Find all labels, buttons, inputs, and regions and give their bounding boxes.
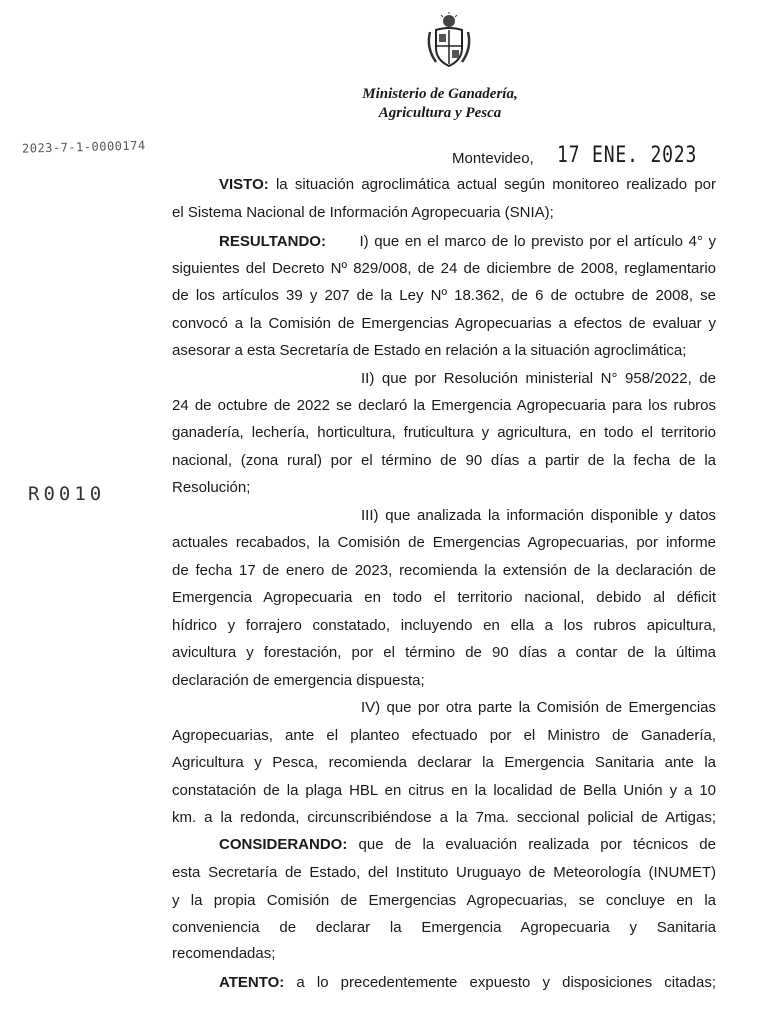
body-text: nacional, (zona rural) por el término de 90 días a partir de la fecha de la [172, 452, 716, 469]
body-text: actuales recabados, la Comisión de Emergencias Agropecuarias, por informe [172, 534, 716, 551]
body-text: III) que analizada la información disponible y datos [361, 507, 716, 524]
body-text: I) que en el marco de lo previsto por el artículo 4° y [359, 233, 716, 250]
body-line [172, 204, 716, 222]
body-line [172, 782, 716, 800]
body-line [172, 479, 716, 497]
body-text: II) que por Resolución ministerial N° 958/2022, de [361, 370, 716, 387]
body-text: Resolución; [172, 479, 251, 496]
date-stamp: 17 ENE. 2023 [557, 143, 698, 168]
body-line [172, 342, 716, 360]
body-line [172, 315, 716, 333]
body-line [172, 260, 716, 278]
body-text: el Sistema Nacional de Información Agropecuaria (SNIA); [172, 204, 554, 221]
body-text: la situación agroclimática actual según monitoreo realizado por [268, 176, 716, 193]
body-line [172, 919, 716, 937]
body-text: Agricultura y Pesca, recomienda declarar la Emergencia Sanitaria ante la [172, 754, 716, 771]
section-heading: ATENTO: [219, 974, 285, 991]
body-line [361, 699, 716, 717]
body-text: esta Secretaría de Estado, del Instituto Uruguayo de Meteorología (INUMET) [172, 864, 716, 881]
body-text: km. a la redonda, circunscribiéndose a la 7ma. seccional policial de Artigas; [172, 809, 716, 826]
body-line [172, 562, 716, 580]
body-line [361, 507, 716, 525]
ministry-name-line2: Agricultura y Pesca [378, 105, 502, 121]
body-text: avicultura y forestación, por el término de 90 días a contar de la última [172, 644, 716, 661]
body-text: hídrico y forrajero constatado, incluyendo en ella a los rubros apicultura, [172, 617, 716, 634]
body-line [172, 452, 716, 470]
body-text: ganadería, lechería, horticultura, fruticultura y agricultura, en todo el territorio [172, 424, 716, 441]
coat-of-arms-seal [424, 12, 474, 70]
body-text: recomendadas; [172, 945, 276, 962]
body-text: constatación de la plaga HBL en citrus en la localidad de Bella Unión y a 10 [172, 782, 716, 799]
body-line [172, 754, 716, 772]
body-line [172, 945, 716, 963]
section-heading: CONSIDERANDO: [219, 836, 348, 853]
body-line [172, 287, 716, 305]
body-text: declaración de emergencia dispuesta; [172, 672, 425, 689]
body-line [172, 864, 716, 882]
body-line [172, 672, 716, 690]
margin-resolution-code: R0010 [28, 483, 106, 505]
body-line [172, 424, 716, 442]
body-text: Agropecuarias, ante el planteo efectuado por el Ministro de Ganadería, [172, 727, 716, 744]
ministry-name-line1: Ministerio de Ganadería, [362, 86, 518, 102]
body-text: siguientes del Decreto Nº 829/008, de 24 de diciembre de 2008, reglamentario [172, 260, 716, 277]
body-line [172, 534, 716, 552]
body-text: de fecha 17 de enero de 2023, recomienda la extensión de la declaración de [172, 562, 716, 579]
body-text: a lo precedentemente expuesto y disposiciones citadas; [284, 974, 716, 991]
body-line [172, 617, 716, 635]
handwritten-file-number: 2023-7-1-0000174 [21, 138, 146, 156]
body-text: asesorar a esta Secretaría de Estado en relación a la situación agroclimática; [172, 342, 687, 359]
body-line [172, 727, 716, 745]
body-line [361, 370, 716, 388]
body-text: que de la evaluación realizada por técnicos de [347, 836, 716, 853]
body-text: Emergencia Agropecuaria en todo el territorio nacional, debido al déficit [172, 589, 716, 606]
body-line [219, 974, 716, 992]
body-line [219, 836, 716, 854]
body-text: 24 de octubre de 2022 se declaró la Emergencia Agropecuaria para los rubros [172, 397, 716, 414]
body-line [172, 397, 716, 415]
body-line [219, 176, 716, 194]
body-text: convocó a la Comisión de Emergencias Agropecuarias a efectos de evaluar y [172, 315, 716, 332]
body-line [219, 233, 716, 251]
section-heading: RESULTANDO: [219, 233, 326, 250]
body-line [172, 644, 716, 662]
body-line [172, 892, 716, 910]
place-label: Montevideo, [452, 150, 534, 167]
body-line [172, 809, 716, 827]
body-line [172, 589, 716, 607]
body-text: de los artículos 39 y 207 de la Ley Nº 18.362, de 6 de octubre de 2008, se [172, 287, 716, 304]
body-text: conveniencia de declarar la Emergencia Agropecuaria y Sanitaria [172, 919, 716, 936]
body-text: IV) que por otra parte la Comisión de Emergencias [361, 699, 716, 716]
section-heading: VISTO: [219, 176, 269, 193]
body-text: y la propia Comisión de Emergencias Agropecuarias, se concluye en la [172, 892, 716, 909]
